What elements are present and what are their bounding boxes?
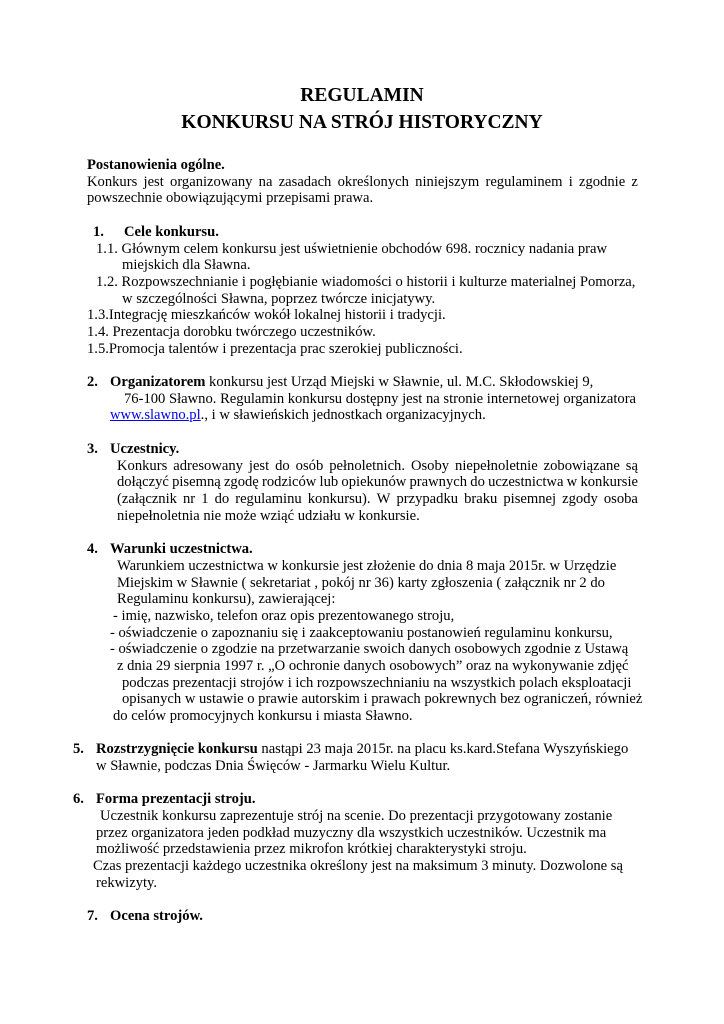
section-6-line-4: Czas prezentacji każdego uczestnika określony jest na maksimum 3 minuty. Dozwolone są <box>93 858 623 874</box>
word: rodziców <box>262 474 317 490</box>
section-4-line-3: Regulaminu konkursu), zawierającej: <box>117 591 336 607</box>
section-3-line-2 <box>117 474 638 491</box>
word: określonych <box>337 174 409 190</box>
document-title: REGULAMIN <box>300 85 424 106</box>
word: są <box>625 458 638 474</box>
word: prawnych <box>409 474 468 490</box>
section-4-line-9: opisanych w ustawie o prawie autorskim i prawach pokrewnych bez ograniczeń, również <box>122 691 643 707</box>
word: na <box>258 174 273 190</box>
word: do <box>470 474 485 490</box>
section-6-line-2: przez organizatora jeden podkład muzyczny dla wszystkich uczestników. Uczestnik ma <box>96 825 607 841</box>
word: lub <box>319 474 339 490</box>
word: i <box>568 174 573 190</box>
word: niniejszym <box>415 174 480 190</box>
word: konkursu). <box>307 491 371 507</box>
section-6-line-1: Uczestnik konkursu zaprezentuje strój na scenie. Do prezentacji przygotowany zostanie <box>100 808 613 824</box>
word: pełnoletnich. <box>329 458 405 474</box>
word: pisemnej <box>503 491 557 507</box>
word: zobowiązane <box>543 458 620 474</box>
word: niepełnoletnie <box>455 458 538 474</box>
word: osoba <box>603 491 638 507</box>
document-subtitle: KONKURSU NA STRÓJ HISTORYCZNY <box>181 112 543 133</box>
section-7-number: 7. <box>87 908 98 924</box>
section-2-line-3: www.slawno.pl., i w sławieńskich jednostkach organizacyjnych. <box>110 407 486 423</box>
word: przypadku <box>396 491 459 507</box>
section-6-heading: Forma prezentacji stroju. <box>96 791 256 807</box>
word: w <box>566 474 578 490</box>
word: z <box>631 174 638 190</box>
word: uczestnictwa <box>488 474 564 490</box>
section-4-line-6: - oświadczenie o zgodzie na przetwarzanie swoich danych osobowych zgodnie z Ustawą <box>110 641 629 657</box>
section-1-number: 1. <box>93 224 104 240</box>
section-5-number: 5. <box>73 741 84 757</box>
section-2-number: 2. <box>87 374 98 390</box>
section-5-line-2: w Sławnie, podczas Dnia Święców - Jarmarku Wielu Kultur. <box>96 758 451 774</box>
section-3-line-4: niepełnoletnia nie może wziąć udziału w konkursie. <box>117 508 420 524</box>
word: regulaminu <box>235 491 302 507</box>
word: jest <box>143 174 164 190</box>
word: regulaminem <box>485 174 563 190</box>
section-3-line-3 <box>117 491 638 508</box>
organizer-website-link[interactable]: www.slawno.pl <box>110 407 201 423</box>
word: organizowany <box>170 174 253 190</box>
word: adresowany <box>173 458 243 474</box>
word: zgodę <box>223 474 259 490</box>
word: dołączyć <box>117 474 169 490</box>
general-line-2: powszechnie obowiązującymi przepisami prawa. <box>87 190 374 206</box>
word: zgody <box>562 491 598 507</box>
section-3-line-1 <box>117 458 638 475</box>
section-1-1-cont: miejskich dla Sławna. <box>122 257 251 273</box>
word: pisemną <box>172 474 221 490</box>
section-4-line-5: - oświadczenie o zapoznaniu się i zaakceptowaniu postanowień regulaminu konkursu, <box>110 625 613 641</box>
section-1-heading: Cele konkursu. <box>124 224 219 240</box>
general-line-1 <box>87 174 638 191</box>
word: do <box>275 458 290 474</box>
section-4-line-2: Miejskim w Sławnie ( sekretariat , pokój nr 36) karty zgłoszenia ( załącznik nr 2 do <box>117 575 605 591</box>
section-3-number: 3. <box>87 441 98 457</box>
section-5-line-1: Rozstrzygnięcie konkursu nastąpi 23 maja 2015r. na placu ks.kard.Stefana Wyszyńskiego <box>96 741 629 757</box>
section-4-line-10: do celów promocyjnych konkursu i miasta Sławno. <box>113 708 413 724</box>
section-4-line-7: z dnia 29 sierpnia 1997 r. „O ochronie danych osobowych” oraz na wykonywanie zdjęć <box>117 658 629 674</box>
section-6-number: 6. <box>73 791 84 807</box>
section-1-4: 1.4. Prezentacja dorobku twórczego uczestników. <box>87 324 376 340</box>
word: (załącznik <box>117 491 177 507</box>
section-4-line-1: Warunkiem uczestnictwa w konkursie jest złożenie do dnia 8 maja 2015r. w Urzędzie <box>117 558 617 574</box>
section-3-heading: Uczestnicy. <box>110 441 180 457</box>
general-heading: Postanowienia ogólne. <box>87 157 225 173</box>
word: 1 <box>201 491 209 507</box>
word: W <box>376 491 391 507</box>
word: braku <box>464 491 498 507</box>
section-1-3: 1.3.Integrację mieszkańców wokół lokalnej historii i tradycji. <box>87 307 446 323</box>
word: Konkurs <box>87 174 138 190</box>
section-6-line-3: możliwość przedstawienia przez mikrofon krótkiej charakterystyki stroju. <box>96 841 527 857</box>
word: opiekunów <box>341 474 407 490</box>
section-1-5: 1.5.Promocja talentów i prezentacja prac szerokiej publiczności. <box>87 341 463 357</box>
word: Konkurs <box>117 458 168 474</box>
word: jest <box>248 458 270 474</box>
word: Osoby <box>410 458 450 474</box>
section-6-line-5: rekwizyty. <box>96 875 158 891</box>
section-4-heading: Warunki uczestnictwa. <box>110 541 253 557</box>
section-4-line-8: podczas prezentacji strojów i ich rozpowszechnianiu na wszystkich polach eksploatacji <box>122 675 632 691</box>
section-4-line-4: - imię, nazwisko, telefon oraz opis prezentowanego stroju, <box>113 608 455 624</box>
section-1-2-cont: w szczególności Sławna, poprzez twórcze inicjatywy. <box>122 291 436 307</box>
word: zasadach <box>278 174 332 190</box>
word: zgodnie <box>578 174 626 190</box>
word: do <box>214 491 230 507</box>
section-2-line-2: 76-100 Sławno. Regulamin konkursu dostępny jest na stronie internetowej organizatora <box>124 391 637 407</box>
section-4-number: 4. <box>87 541 98 557</box>
word: konkursie <box>580 474 638 490</box>
section-7-heading: Ocena strojów. <box>110 908 203 924</box>
section-2-line-1: Organizatorem konkursu jest Urząd Miejski w Sławnie, ul. M.C. Skłodowskiej 9, <box>110 374 594 390</box>
section-1-1: 1.1. Głównym celem konkursu jest uświetnienie obchodów 698. rocznicy nadania praw <box>96 241 608 257</box>
word: osób <box>295 458 324 474</box>
section-1-2: 1.2. Rozpowszechnianie i pogłębianie wiadomości o historii i kulturze materialnej Pomorza, <box>96 274 636 290</box>
word: nr <box>183 491 196 507</box>
